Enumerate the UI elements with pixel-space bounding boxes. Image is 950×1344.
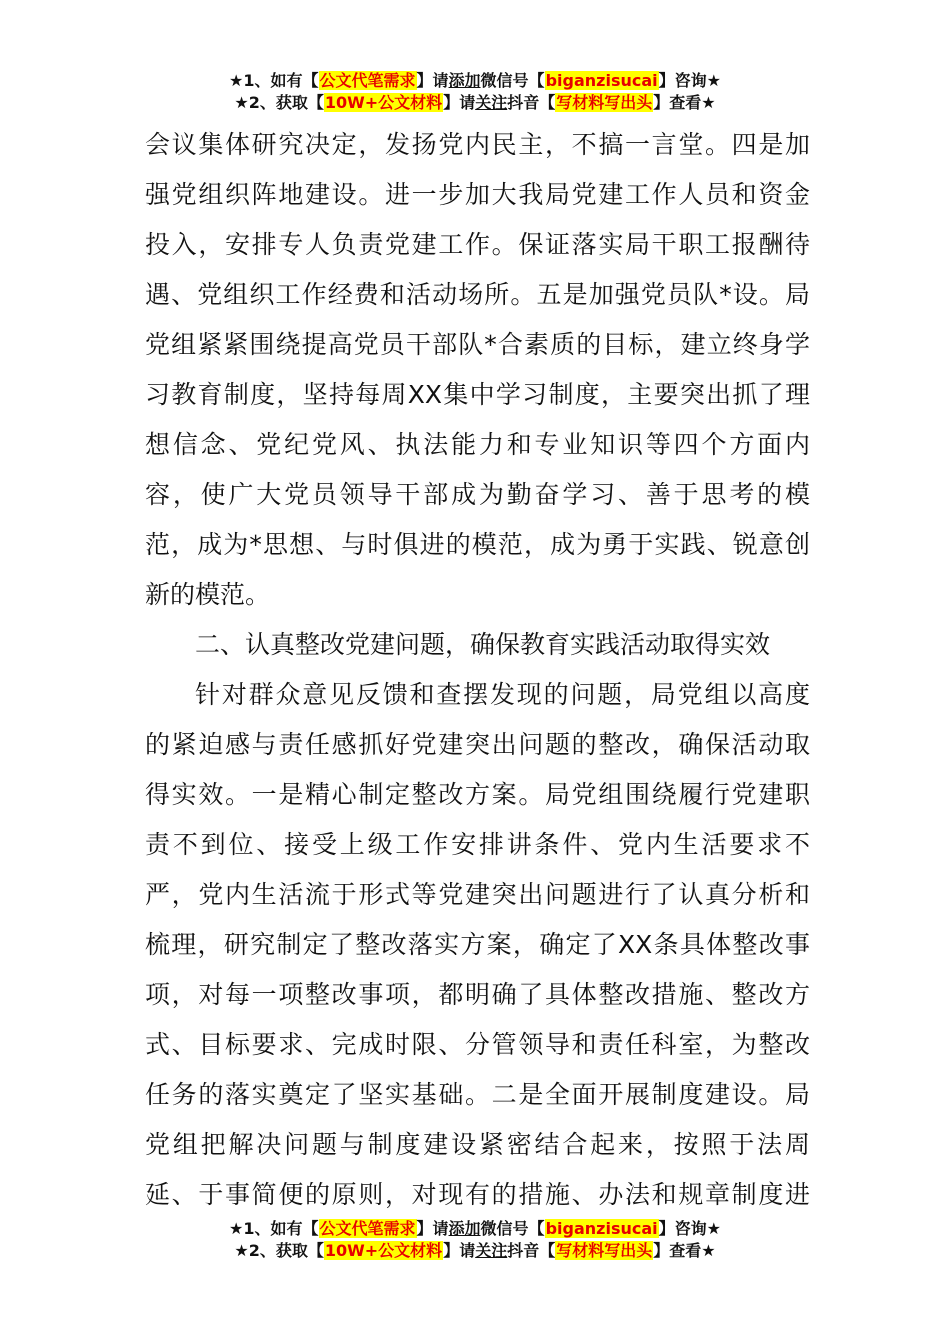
text-line: 任务的落实奠定了坚实基础。二是全面开展制度建设。局: [145, 1080, 810, 1109]
header-banner: [0, 70, 950, 114]
text-line: 习教育制度，坚持每周XX集中学习制度，主要突出抓了理: [145, 380, 810, 409]
highlight-text: 公文代笔需求: [319, 1219, 416, 1238]
text-line: 梳理，研究制定了整改落实方案，确定了XX条具体整改事: [145, 930, 810, 959]
douyin-id: 写材料写出头: [556, 1241, 653, 1260]
text-line: 容，使广大党员领导干部成为勤奋学习、善于思考的模: [145, 480, 810, 509]
text-line: 党组紧紧围绕提高党员干部队*合素质的目标，建立终身学: [145, 330, 810, 359]
banner-line-1: ★1、如有【公文代笔需求】请添加微信号【biganzisucai】咨询★: [229, 1219, 721, 1238]
highlight-text: 公文代笔需求: [319, 71, 416, 90]
text-line: 得实效。一是精心制定整改方案。局党组围绕履行党建职: [145, 780, 810, 809]
text-line: 遇、党组织工作经费和活动场所。五是加强党员队*设。局: [145, 280, 810, 309]
document-body: [145, 120, 810, 1220]
text-line: 的紧迫感与责任感抓好党建突出问题的整改，确保活动取: [145, 730, 810, 759]
banner-line-2: ★2、获取【10W+公文材料】请关注抖音【写材料写出头】查看★: [234, 93, 716, 112]
text-line: 严，党内生活流于形式等党建突出问题进行了认真分析和: [145, 880, 810, 909]
text-line: 党组把解决问题与制度建设紧密结合起来，按照于法周: [145, 1130, 810, 1159]
wechat-id: biganzisucai: [545, 71, 658, 90]
wechat-id: biganzisucai: [545, 1219, 658, 1238]
text-line: 会议集体研究决定，发扬党内民主，不搞一言堂。四是加: [145, 130, 810, 159]
text-line: 延、于事简便的原则，对现有的措施、办法和规章制度进: [145, 1180, 810, 1209]
text-line: 责不到位、接受上级工作安排讲条件、党内生活要求不: [145, 830, 810, 859]
text-line: 想信念、党纪党风、执法能力和专业知识等四个方面内: [145, 430, 810, 459]
footer-banner: [0, 1218, 950, 1262]
section-heading: 二、认真整改党建问题，确保教育实践活动取得实效: [195, 630, 771, 659]
highlight-text: 10W+公文材料: [324, 93, 443, 112]
text-line: 强党组织阵地建设。进一步加大我局党建工作人员和资金: [145, 180, 810, 209]
banner-line-1: ★1、如有【公文代笔需求】请添加微信号【biganzisucai】咨询★: [229, 71, 721, 90]
banner-line-2: ★2、获取【10W+公文材料】请关注抖音【写材料写出头】查看★: [234, 1241, 716, 1260]
douyin-id: 写材料写出头: [556, 93, 653, 112]
text-line: 针对群众意见反馈和查摆发现的问题，局党组以高度: [195, 680, 810, 709]
text-line: 投入，安排专人负责党建工作。保证落实局干职工报酬待: [145, 230, 810, 259]
text-line: 新的模范。: [145, 580, 271, 609]
highlight-text: 10W+公文材料: [324, 1241, 443, 1260]
text-line: 式、目标要求、完成时限、分管领导和责任科室，为整改: [145, 1030, 810, 1059]
text-line: 项，对每一项整改事项，都明确了具体整改措施、整改方: [145, 980, 810, 1009]
text-line: 范，成为*思想、与时俱进的模范，成为勇于实践、锐意创: [145, 530, 810, 559]
